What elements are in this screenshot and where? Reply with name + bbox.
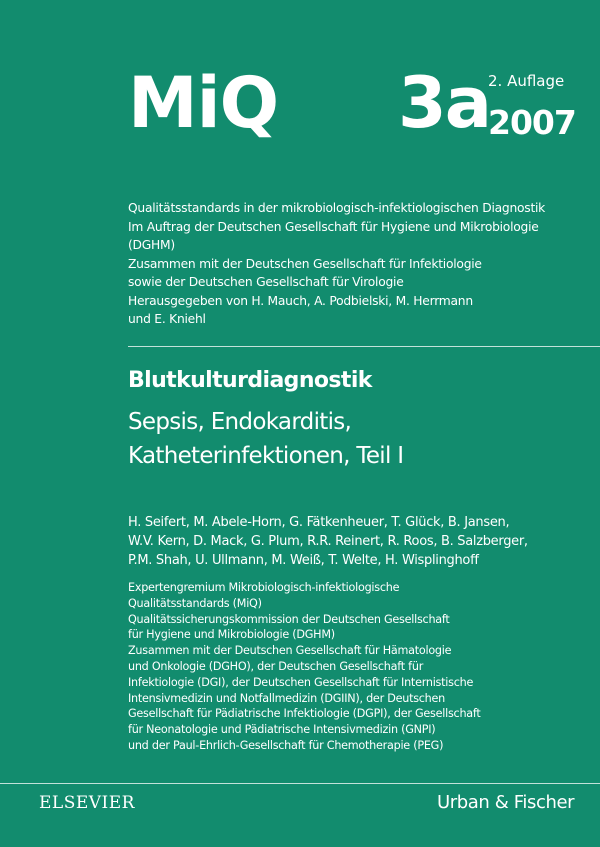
committee-line: und der Paul-Ehrlich-Gesellschaft für Chemotherapie (PEG) bbox=[128, 738, 444, 752]
intro-line: sowie der Deutschen Gesellschaft für Virologie bbox=[128, 275, 404, 289]
main-title: Blutkulturdiagnostik bbox=[128, 368, 372, 393]
publisher-imprint: Urban & Fischer bbox=[437, 792, 575, 813]
author-list bbox=[128, 513, 600, 570]
intro-line: Qualitätsstandards in der mikrobiologisch-infektiologischen Diagnostik bbox=[128, 201, 546, 215]
committee-line: Intensivmedizin und Notfallmedizin (DGIIN), der Deutschen bbox=[128, 691, 445, 705]
committee-line: Infektiologie (DGI), der Deutschen Gesellschaft für Internistische bbox=[128, 675, 474, 689]
author-line: W.V. Kern, D. Mack, G. Plum, R.R. Reinert, R. Roos, B. Salzberger, bbox=[128, 534, 528, 549]
author-line: H. Seifert, M. Abele-Horn, G. Fätkenheuer, T. Glück, B. Jansen, bbox=[128, 515, 510, 530]
series-mark: MiQ bbox=[128, 62, 279, 144]
sub-title-line: Katheterinfektionen, Teil I bbox=[128, 443, 404, 469]
intro-line: Im Auftrag der Deutschen Gesellschaft für Hygiene und Mikrobiologie bbox=[128, 219, 539, 234]
committee-line: und Onkologie (DGHO), der Deutschen Gesellschaft für bbox=[128, 659, 424, 673]
publication-year: 2007 bbox=[488, 103, 576, 142]
committee-line: für Neonatologie und Pädiatrische Intensivmedizin (GNPI) bbox=[128, 723, 436, 737]
committee-line: Qualitätsstandards (MiQ) bbox=[128, 596, 262, 610]
committee-line: Zusammen mit der Deutschen Gesellschaft für Hämatologie bbox=[128, 644, 452, 658]
publisher-logo-elsevier: ELSEVIER bbox=[39, 793, 135, 813]
author-line: P.M. Shah, U. Ullmann, M. Weiß, T. Welte, H. Wisplinghoff bbox=[128, 553, 479, 568]
intro-line: (DGHM) bbox=[128, 238, 175, 252]
volume-number: 3a bbox=[398, 62, 490, 144]
intro-line: Zusammen mit der Deutschen Gesellschaft für Infektiologie bbox=[128, 256, 482, 271]
footer-divider bbox=[0, 783, 600, 784]
committee-line: für Hygiene und Mikrobiologie (DGHM) bbox=[128, 628, 335, 642]
committee-line: Gesellschaft für Pädiatrische Infektiologie (DGPI), der Gesellschaft bbox=[128, 707, 481, 721]
sub-title-line: Sepsis, Endokarditis, bbox=[128, 409, 352, 435]
committee-line: Expertengremium Mikrobiologisch-infektiologische bbox=[128, 581, 400, 594]
intro-block bbox=[128, 199, 598, 329]
intro-line: Herausgegeben von H. Mauch, A. Podbielski, M. Herrmann bbox=[128, 293, 473, 308]
section-divider bbox=[128, 346, 600, 347]
intro-line: und E. Kniehl bbox=[128, 312, 206, 326]
committee-line: Qualitätssicherungskommission der Deutschen Gesellschaft bbox=[128, 612, 450, 626]
committee-block bbox=[128, 580, 600, 754]
sub-title bbox=[128, 405, 600, 473]
edition-label: 2. Auflage bbox=[488, 72, 565, 90]
